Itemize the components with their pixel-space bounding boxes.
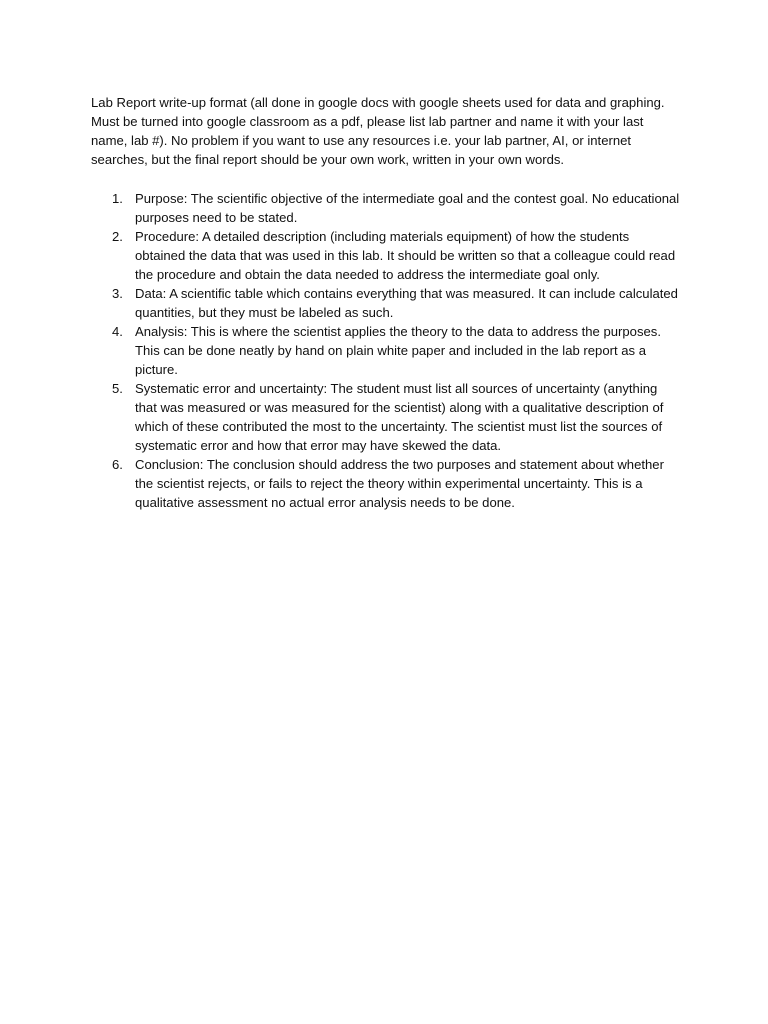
list-item-number: 5. — [112, 381, 123, 396]
list-item-number: 2. — [112, 229, 123, 244]
list-item-number: 1. — [112, 191, 123, 206]
list-item-text: Analysis: This is where the scientist applies the theory to the data to address the purposes. This can be done neatly by hand on plain white paper and included in the lab report as a picture. — [135, 324, 661, 377]
list-item-number: 6. — [112, 457, 123, 472]
list-item-number: 3. — [112, 286, 123, 301]
list-item — [91, 379, 681, 455]
intro-paragraph: Lab Report write-up format (all done in google docs with google sheets used for data and graphing. Must be turned into google classroom as a pdf, please list lab partner and name it with your last name, lab #). No problem if you want to use any resources i.e. your lab partner, AI, or internet searches, but the final report should be your own work, written in your own words. — [91, 95, 665, 167]
list-item — [91, 322, 681, 379]
list-item-text: Systematic error and uncertainty: The student must list all sources of uncertainty (anything that was measured or was measured for the scientist) along with a qualitative description of which of these contributed the most to the uncertainty. The scientist must list the sources of systematic error and how that error may have skewed the data. — [135, 381, 664, 453]
list-item — [91, 227, 681, 284]
requirements-list — [91, 189, 681, 512]
list-item — [91, 455, 681, 512]
list-item — [91, 189, 681, 227]
list-item-text: Data: A scientific table which contains everything that was measured. It can include calculated quantities, but they must be labeled as such. — [135, 286, 678, 320]
list-item-text: Purpose: The scientific objective of the intermediate goal and the contest goal. No educational purposes need to be stated. — [135, 191, 680, 225]
list-item-number: 4. — [112, 324, 123, 339]
list-item — [91, 284, 681, 322]
document-page — [91, 93, 681, 512]
list-item-text: Procedure: A detailed description (including materials equipment) of how the students obtained the data that was used in this lab. It should be written so that a colleague could read the procedure and obtain the data needed to address the intermediate goal only. — [135, 229, 676, 282]
list-item-text: Conclusion: The conclusion should address the two purposes and statement about whether the scientist rejects, or fails to reject the theory within experimental uncertainty. This is a qualitative assessment no actual error analysis needs to be done. — [135, 457, 664, 510]
